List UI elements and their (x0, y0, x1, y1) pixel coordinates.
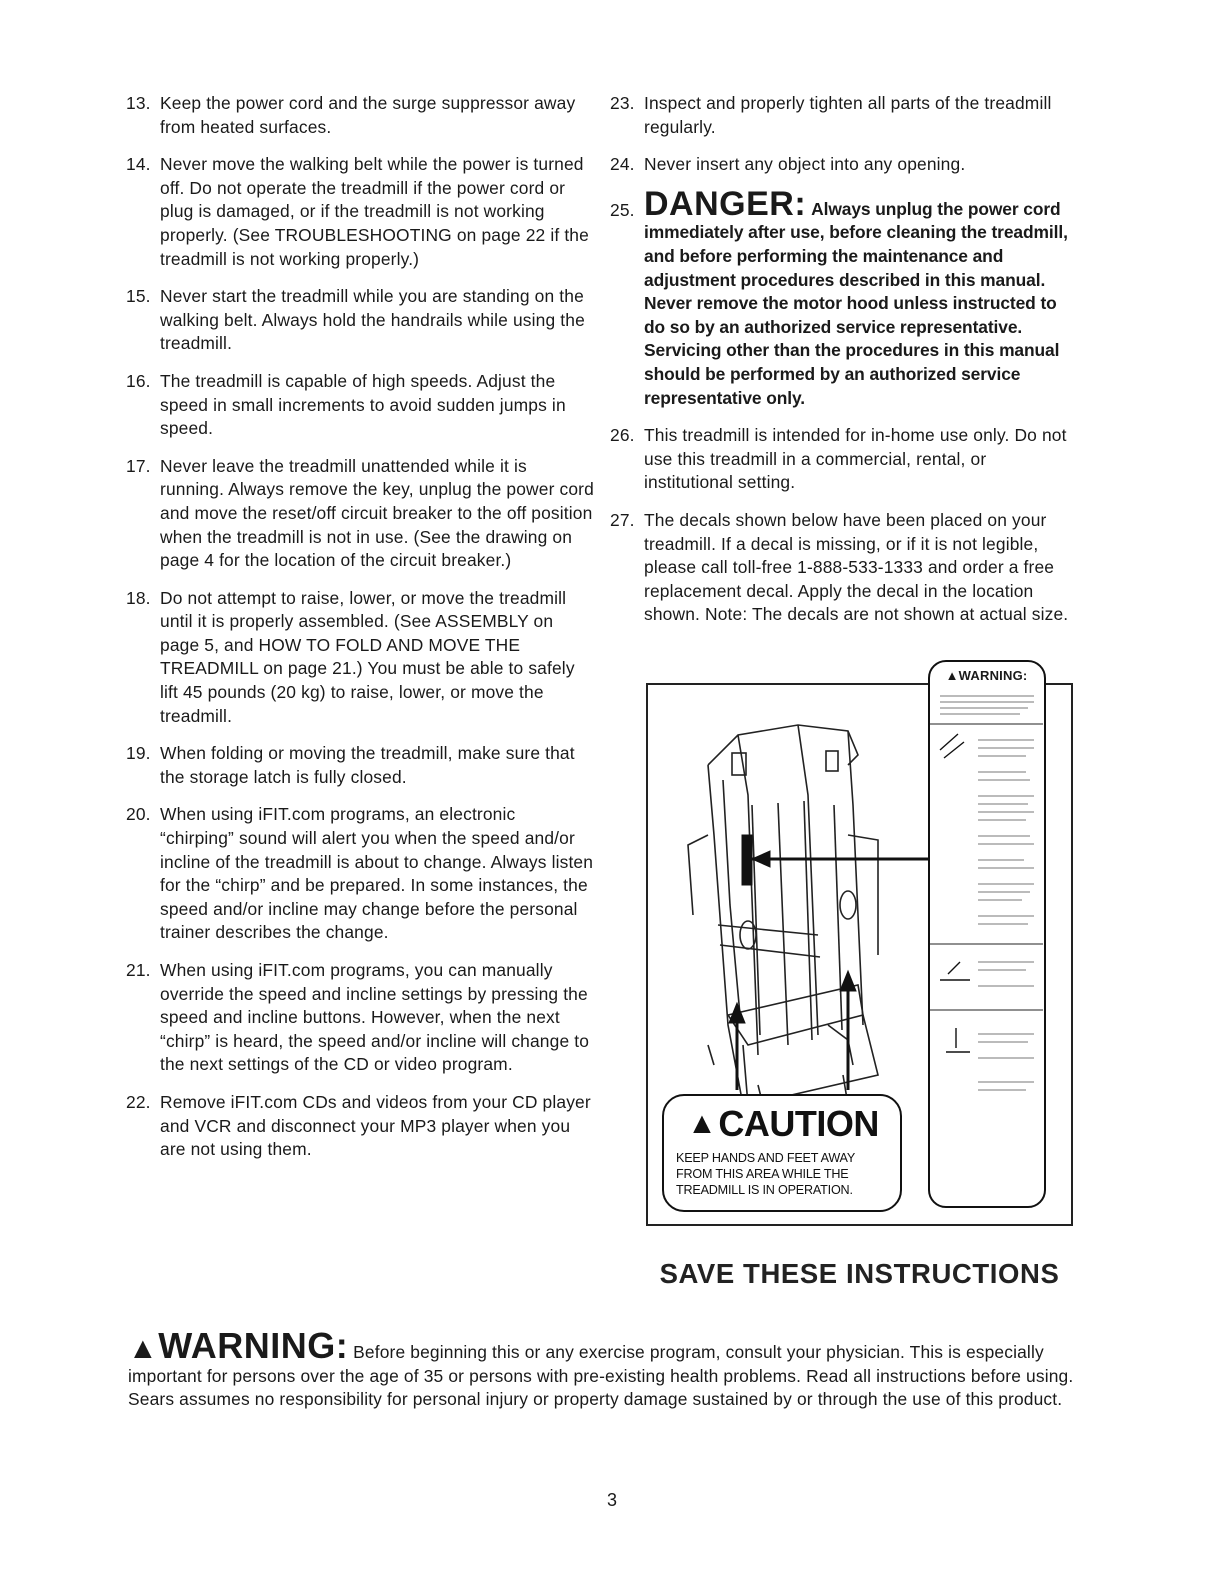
item-text: The decals shown below have been placed on your treadmill. If a decal is missing, or if it is not legible, please call toll-free 1-888-533-1333 and order a free replacement decal. Apply the decal in the location shown. Note: The decals are not shown at actual size. (644, 509, 1069, 625)
item-number: 26. (610, 425, 635, 446)
caution-line: FROM THIS AREA WHILE THE (676, 1167, 849, 1181)
warning-triangle-icon: ▲ (128, 1332, 159, 1365)
caution-decal-title (672, 1100, 894, 1148)
item-number: 24. (610, 154, 635, 175)
warning-triangle-icon: ▲ (945, 668, 959, 683)
right-column (610, 92, 1072, 641)
list-item (126, 803, 594, 945)
left-column (126, 92, 594, 1176)
danger-heading: DANGER: (644, 184, 807, 223)
list-item (610, 509, 1072, 627)
item-text: The treadmill is capable of high speeds. Adjust the speed in small increments to avoid sudden jumps in speed. (160, 370, 566, 439)
warning-triangle-icon: ▲ (687, 1107, 717, 1140)
item-text: Always unplug the power cord immediately after use, before cleaning the treadmill, and before performing the maintenance and adjustment procedures described in this manual. Never remove the motor hood unless instructed to do so by an authorized service representative. Servicing other than the procedures in this manual should be performed by an authorized service representative only. (644, 198, 1068, 408)
warning-heading-label: WARNING: (158, 1325, 349, 1366)
item-number: 23. (610, 93, 635, 113)
item-text: When using iFIT.com programs, you can manually override the speed and incline settings by pressing the speed and incline buttons. However, when the next “chirp” is heard, the speed and/or incline will change to the next settings of the CD or video program. (160, 960, 590, 1075)
item-number: 17. (126, 455, 151, 476)
item-number: 16. (126, 370, 151, 391)
item-number: 20. (126, 804, 151, 825)
item-number: 19. (126, 743, 151, 764)
item-text: Do not attempt to raise, lower, or move the treadmill until it is properly assembled. (See ASSEMBLY on page 5, and HOW TO FOLD AND MOVE THE TREADMILL on page 21.) You must be able to safely lift 45 pounds (20 kg) to raise, lower, or move the treadmill. (160, 587, 575, 726)
caution-line: TREADMILL IS IN OPERATION. (676, 1183, 853, 1197)
list-item (126, 1091, 594, 1162)
caution-decal (662, 1094, 902, 1212)
list-item (126, 587, 594, 729)
item-number: 25. (610, 199, 635, 220)
item-number: 13. (126, 93, 151, 113)
item-text: This treadmill is intended for in-home use only. Do not use this treadmill in a commercial, rental, or institutional setting. (644, 425, 1067, 493)
list-item (126, 959, 594, 1077)
warning-decal (928, 660, 1046, 1208)
item-text: Never move the walking belt while the power is turned off. Do not operate the treadmill if the power cord or plug is damaged, or if the treadmill is not working properly. (See TROUBLESHOOTING on page 22 if the treadmill is not working properly.) (160, 154, 589, 269)
list-item (126, 742, 594, 789)
item-text: Never start the treadmill while you are standing on the walking belt. Always hold the handrails while using the treadmill. (160, 286, 585, 354)
caution-decal-label: CAUTION (718, 1103, 879, 1144)
warning-paragraph-text: Before beginning this or any exercise program, consult your physician. This is especially important for persons over the age of 35 or persons with pre-existing health problems. Read all instructions before using. Sears assumes no responsibility for personal injury or property damage sustained by or through the use of this product. (128, 1342, 1074, 1410)
item-number: 15. (126, 286, 151, 307)
list-item (126, 455, 594, 573)
item-text: Keep the power cord and the surge suppressor away from heated surfaces. (160, 93, 576, 137)
list-item (610, 153, 1072, 177)
warning-decal-fine-print (930, 662, 1043, 1205)
warning-heading (128, 1325, 348, 1366)
item-text: Inspect and properly tighten all parts of the treadmill regularly. (644, 93, 1052, 137)
danger-item (610, 184, 1072, 410)
caution-line: KEEP HANDS AND FEET AWAY (676, 1151, 856, 1165)
item-number: 18. (126, 587, 151, 608)
item-text: When using iFIT.com programs, an electronic “chirping” sound will alert you when the speed and/or incline of the treadmill is about to change. Always listen for the “chirp” and be prepared. In some instances, the speed and/or incline may change before the personal trainer describes the change. (160, 804, 594, 943)
item-number: 22. (126, 1091, 151, 1112)
caution-decal-text (676, 1150, 896, 1198)
list-item (126, 153, 594, 271)
warning-decal-label: WARNING: (958, 668, 1028, 683)
item-text: Remove iFIT.com CDs and videos from your CD player and VCR and disconnect your MP3 player when you are not using them. (160, 1091, 591, 1160)
warning-paragraph (128, 1325, 1080, 1412)
item-text: Never leave the treadmill unattended while it is running. Always remove the key, unplug the power cord and move the reset/off circuit breaker to the off position when the treadmill is not in use. (See the drawing on page 4 for the location of the circuit breaker.) (160, 455, 594, 571)
page-number: 3 (606, 1490, 617, 1510)
item-number: 27. (610, 509, 635, 530)
list-item (610, 92, 1072, 139)
item-number: 14. (126, 154, 151, 175)
save-instructions-heading: SAVE THESE INSTRUCTIONS (659, 1258, 1060, 1289)
item-number: 21. (126, 960, 151, 980)
item-text: When folding or moving the treadmill, make sure that the storage latch is fully closed. (160, 743, 575, 787)
list-item (610, 424, 1072, 495)
list-item (126, 285, 594, 356)
list-item (126, 370, 594, 441)
list-item (126, 92, 594, 139)
item-text: Never insert any object into any opening. (644, 154, 966, 175)
